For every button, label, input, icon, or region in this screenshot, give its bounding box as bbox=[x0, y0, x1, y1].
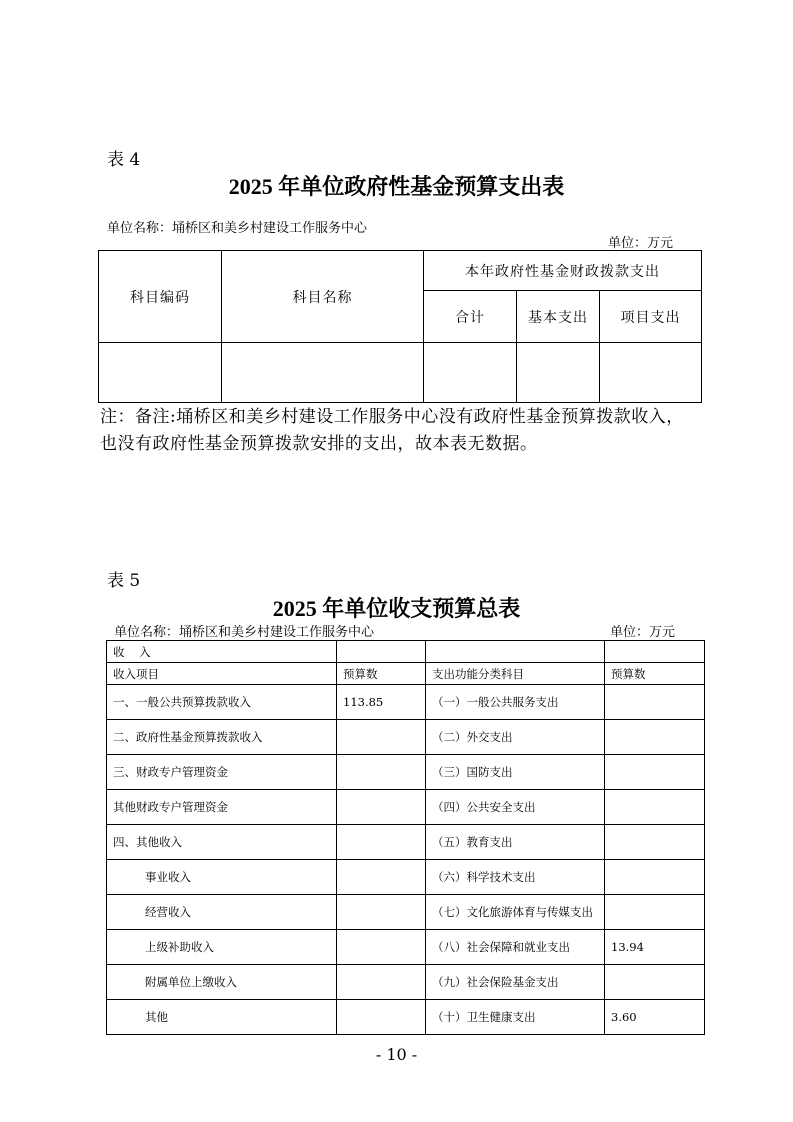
income-amount: 113.85 bbox=[337, 685, 426, 720]
header-expense-amount: 预算数 bbox=[605, 663, 705, 685]
header-project: 项目支出 bbox=[600, 291, 702, 343]
income-amount bbox=[337, 860, 426, 895]
expense-item: （九）社会保险基金支出 bbox=[426, 965, 605, 1000]
table-row bbox=[107, 685, 705, 720]
empty-cell bbox=[337, 641, 426, 663]
table4-title: 2025 年单位政府性基金预算支出表 bbox=[228, 174, 565, 199]
table4-label: 表 4 bbox=[107, 150, 141, 170]
table4-unit: 单位：万元 bbox=[608, 236, 674, 251]
table-row bbox=[107, 825, 705, 860]
header-group: 本年政府性基金财政拨款支出 bbox=[424, 251, 702, 291]
income-item: 附属单位上缴收入 bbox=[107, 965, 337, 1000]
expense-item: （十）卫生健康支出 bbox=[426, 1000, 605, 1035]
expense-amount bbox=[605, 685, 705, 720]
expense-item: （一）一般公共服务支出 bbox=[426, 685, 605, 720]
expense-amount bbox=[605, 720, 705, 755]
table-row bbox=[107, 720, 705, 755]
table-row bbox=[107, 755, 705, 790]
expense-amount bbox=[605, 860, 705, 895]
table-row bbox=[107, 1000, 705, 1035]
table5-unit-name: 单位名称：埇桥区和美乡村建设工作服务中心 bbox=[114, 625, 375, 640]
table-row bbox=[99, 343, 702, 403]
header-basic: 基本支出 bbox=[517, 291, 600, 343]
empty-cell bbox=[517, 343, 600, 403]
table4-unit-name: 单位名称：埇桥区和美乡村建设工作服务中心 bbox=[107, 221, 368, 236]
empty-cell bbox=[99, 343, 222, 403]
income-item: 经营收入 bbox=[107, 895, 337, 930]
income-item: 二、政府性基金预算拨款收入 bbox=[107, 720, 337, 755]
empty-cell bbox=[222, 343, 424, 403]
table4-note: 注：备注:埇桥区和美乡村建设工作服务中心没有政府性基金预算拨款收入，也没有政府性基金预算拨款安排的支出，故本表无数据。 bbox=[100, 407, 684, 454]
income-item: 事业收入 bbox=[107, 860, 337, 895]
income-header: 收 入 bbox=[107, 641, 337, 663]
expense-item: （四）公共安全支出 bbox=[426, 790, 605, 825]
expense-item: （六）科学技术支出 bbox=[426, 860, 605, 895]
expense-item: （七）文化旅游体育与传媒支出 bbox=[426, 895, 605, 930]
empty-cell bbox=[426, 641, 605, 663]
income-amount bbox=[337, 1000, 426, 1035]
income-amount bbox=[337, 965, 426, 1000]
table5-title: 2025 年单位收支预算总表 bbox=[272, 596, 521, 621]
expense-item: （八）社会保障和就业支出 bbox=[426, 930, 605, 965]
expense-amount bbox=[605, 755, 705, 790]
header-income-amount: 预算数 bbox=[337, 663, 426, 685]
table5-label: 表 5 bbox=[107, 571, 141, 591]
income-amount bbox=[337, 895, 426, 930]
table-row bbox=[107, 930, 705, 965]
income-amount bbox=[337, 720, 426, 755]
empty-cell bbox=[605, 641, 705, 663]
income-item: 其他财政专户管理资金 bbox=[107, 790, 337, 825]
header-total: 合计 bbox=[424, 291, 517, 343]
expense-amount: 13.94 bbox=[605, 930, 705, 965]
income-item: 三、财政专户管理资金 bbox=[107, 755, 337, 790]
header-code: 科目编码 bbox=[99, 251, 222, 343]
income-amount bbox=[337, 755, 426, 790]
header-expense-item: 支出功能分类科目 bbox=[426, 663, 605, 685]
table5 bbox=[106, 640, 705, 1035]
table4 bbox=[98, 250, 702, 403]
expense-item: （五）教育支出 bbox=[426, 825, 605, 860]
income-item: 上级补助收入 bbox=[107, 930, 337, 965]
expense-amount bbox=[605, 895, 705, 930]
table-row bbox=[107, 895, 705, 930]
expense-amount bbox=[605, 790, 705, 825]
table-row bbox=[107, 790, 705, 825]
empty-cell bbox=[424, 343, 517, 403]
empty-cell bbox=[600, 343, 702, 403]
table-row bbox=[107, 860, 705, 895]
table5-unit: 单位：万元 bbox=[610, 625, 676, 640]
expense-item: （二）外交支出 bbox=[426, 720, 605, 755]
page-number: - 10 - bbox=[375, 1045, 418, 1064]
income-item: 一、一般公共预算拨款收入 bbox=[107, 685, 337, 720]
expense-amount bbox=[605, 965, 705, 1000]
expense-item: （三）国防支出 bbox=[426, 755, 605, 790]
table-row bbox=[107, 965, 705, 1000]
income-amount bbox=[337, 790, 426, 825]
expense-amount bbox=[605, 825, 705, 860]
header-name: 科目名称 bbox=[222, 251, 424, 343]
header-income-item: 收入项目 bbox=[107, 663, 337, 685]
expense-amount: 3.60 bbox=[605, 1000, 705, 1035]
income-item: 四、其他收入 bbox=[107, 825, 337, 860]
income-item: 其他 bbox=[107, 1000, 337, 1035]
income-amount bbox=[337, 930, 426, 965]
income-amount bbox=[337, 825, 426, 860]
